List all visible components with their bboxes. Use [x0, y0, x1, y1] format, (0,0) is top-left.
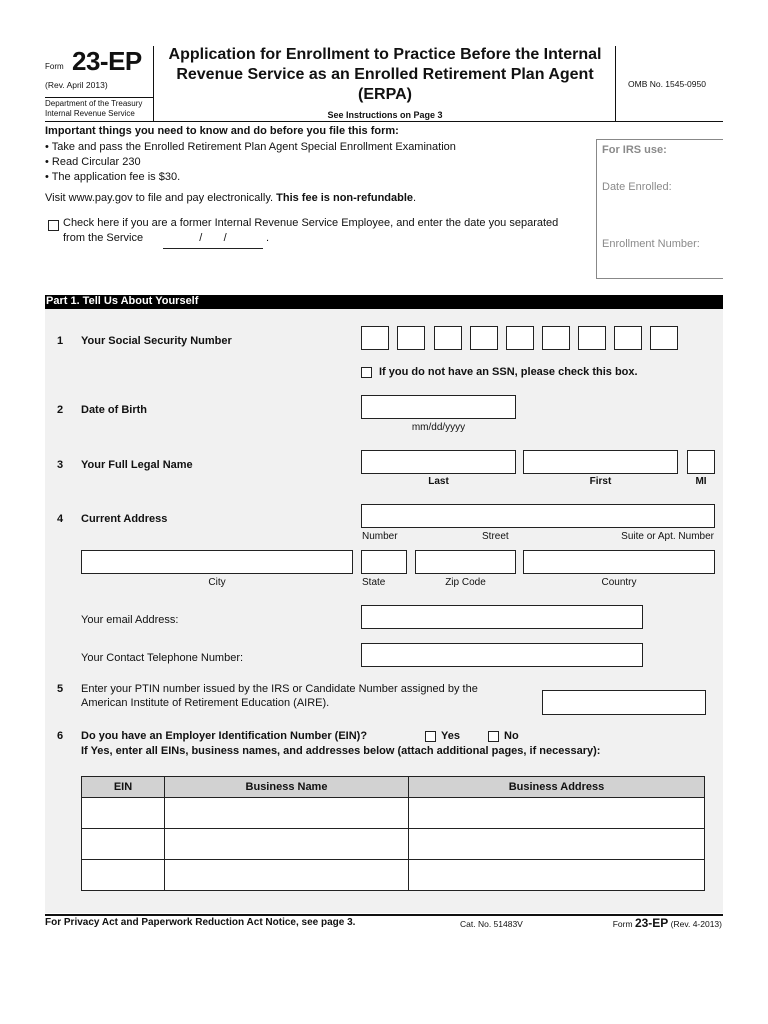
first-name-caption: First	[589, 476, 612, 487]
ein-no-label: No	[504, 730, 519, 742]
last-name-caption: Last	[428, 476, 449, 487]
business-address-cell[interactable]	[409, 829, 705, 860]
footer-form-word: Form	[612, 919, 635, 929]
business-name-cell[interactable]	[165, 860, 409, 891]
header-bottom-rule	[45, 121, 723, 122]
ein-cell[interactable]	[82, 860, 165, 891]
footer-form-id	[580, 916, 722, 930]
irs-use-title: For IRS use:	[602, 144, 667, 156]
q6-instruction: If Yes, enter all EINs, business names, and addresses below (attach additional pages, if necessary):	[81, 745, 601, 757]
header-rule-dept	[45, 97, 153, 98]
business-name-cell[interactable]	[165, 829, 409, 860]
ein-table-header	[82, 777, 705, 798]
ein-cell[interactable]	[82, 798, 165, 829]
irs-use-box	[596, 139, 723, 279]
q4-label: Current Address	[81, 513, 168, 525]
q5-label-line-1: Enter your PTIN number issued by the IRS or Candidate Number assigned by the	[81, 683, 478, 695]
important-bullet-2: • Read Circular 230	[45, 156, 141, 168]
department-line: Department of the Treasury	[45, 99, 143, 108]
ein-column-header: EIN	[82, 777, 165, 798]
ein-cell[interactable]	[82, 829, 165, 860]
privacy-notice: For Privacy Act and Paperwork Reduction Act Notice, see page 3.	[45, 917, 356, 928]
business-address-cell[interactable]	[409, 860, 705, 891]
form-number: 23-EP	[72, 46, 142, 76]
email-field[interactable]	[361, 605, 643, 629]
no-ssn-label: If you do not have an SSN, please check this box.	[379, 366, 638, 378]
middle-initial-caption: MI	[695, 476, 707, 487]
pay-gov-text: Visit www.pay.gov to file and pay electronically.	[45, 192, 277, 204]
part1-header-label: Part 1. Tell Us About Yourself	[46, 295, 199, 307]
q6-question: Do you have an Employer Identification Number (EIN)?	[81, 730, 368, 742]
former-employee-checkbox[interactable]	[48, 220, 59, 231]
footer-form-number: 23-EP	[634, 916, 669, 930]
header-divider-right	[615, 46, 616, 121]
part1-header	[45, 295, 723, 309]
q3-label: Your Full Legal Name	[81, 459, 193, 471]
q3-number: 3	[57, 459, 64, 471]
separation-date-field[interactable]	[163, 232, 263, 249]
important-bullet-3: • The application fee is $30.	[45, 171, 181, 183]
non-refundable-note: This fee is non-refundable	[276, 192, 414, 204]
former-employee-label-2: from the Service	[63, 232, 144, 244]
q5-number: 5	[57, 683, 64, 695]
title-line-3: (ERPA)	[358, 86, 412, 103]
ein-no-checkbox[interactable]	[488, 731, 499, 742]
ssn-digit-9[interactable]	[650, 326, 678, 350]
date-enrolled-label: Date Enrolled:	[602, 181, 672, 193]
address-suite-caption: Suite or Apt. Number	[621, 531, 714, 542]
country-caption: Country	[601, 577, 637, 588]
address-street-caption: Street	[482, 531, 509, 542]
business-address-column-header: Business Address	[409, 777, 705, 798]
first-name-field[interactable]	[523, 450, 678, 474]
business-address-cell[interactable]	[409, 798, 705, 829]
state-caption: State	[362, 577, 386, 588]
catalog-number: Cat. No. 51483V	[460, 919, 523, 929]
table-row	[82, 798, 705, 829]
ssn-digit-5[interactable]	[506, 326, 534, 350]
pay-gov-period: .	[413, 192, 417, 204]
agency-line: Internal Revenue Service	[45, 109, 135, 118]
form-revision: (Rev. April 2013)	[45, 80, 108, 90]
q4-number: 4	[57, 513, 64, 525]
business-name-column-header: Business Name	[165, 777, 409, 798]
ssn-digit-6[interactable]	[542, 326, 570, 350]
important-heading: Important things you need to know and do before you file this form:	[45, 125, 399, 137]
table-row	[82, 860, 705, 891]
important-bullet-1: • Take and pass the Enrolled Retirement Plan Agent Special Enrollment Examination	[45, 141, 456, 153]
enrollment-number-label: Enrollment Number:	[602, 238, 700, 250]
date-of-birth-field[interactable]	[361, 395, 516, 419]
q6-number: 6	[57, 730, 64, 742]
ssn-digit-1[interactable]	[361, 326, 389, 350]
phone-label: Your Contact Telephone Number:	[81, 652, 244, 664]
q1-number: 1	[57, 335, 64, 347]
country-field[interactable]	[523, 550, 715, 574]
zip-code-caption: Zip Code	[445, 577, 486, 588]
title-line-1: Application for Enrollment to Practice Before the Internal	[168, 46, 602, 63]
see-instructions: See Instructions on Page 3	[327, 110, 443, 120]
city-field[interactable]	[81, 550, 353, 574]
form-title	[155, 45, 615, 105]
phone-field[interactable]	[361, 643, 643, 667]
table-row	[82, 829, 705, 860]
email-label: Your email Address:	[81, 614, 179, 626]
pay-gov-note	[45, 192, 416, 204]
ein-table	[81, 776, 705, 891]
q5-label-line-2: American Institute of Retirement Education (AIRE).	[81, 697, 330, 709]
ssn-digit-4[interactable]	[470, 326, 498, 350]
business-name-cell[interactable]	[165, 798, 409, 829]
middle-initial-field[interactable]	[687, 450, 715, 474]
ssn-digit-7[interactable]	[578, 326, 606, 350]
no-ssn-checkbox[interactable]	[361, 367, 372, 378]
address-number-caption: Number	[362, 531, 398, 542]
city-caption: City	[208, 577, 226, 588]
ptin-field[interactable]	[542, 690, 706, 715]
dob-format-hint: mm/dd/yyyy	[411, 422, 466, 433]
street-address-field[interactable]	[361, 504, 715, 528]
ssn-digit-2[interactable]	[397, 326, 425, 350]
separation-date-period: .	[266, 232, 270, 244]
ssn-digit-3[interactable]	[434, 326, 462, 350]
header-divider-left	[153, 46, 154, 121]
ein-yes-checkbox[interactable]	[425, 731, 436, 742]
ein-yes-label: Yes	[441, 730, 460, 742]
q2-number: 2	[57, 404, 64, 416]
last-name-field[interactable]	[361, 450, 516, 474]
title-line-2: Revenue Service as an Enrolled Retirement Plan Agent	[176, 66, 594, 83]
separation-date-slashes: / /	[199, 232, 227, 244]
zip-code-field[interactable]	[415, 550, 516, 574]
q1-label: Your Social Security Number	[81, 335, 232, 347]
state-field[interactable]	[361, 550, 407, 574]
omb-number: OMB No. 1545-0950	[628, 79, 706, 89]
footer-form-rev: (Rev. 4-2013)	[668, 919, 722, 929]
former-employee-label-1: Check here if you are a former Internal Revenue Service Employee, and enter the date you separated	[63, 217, 559, 229]
form-word: Form	[45, 62, 64, 71]
q2-label: Date of Birth	[81, 404, 147, 416]
ssn-digit-8[interactable]	[614, 326, 642, 350]
